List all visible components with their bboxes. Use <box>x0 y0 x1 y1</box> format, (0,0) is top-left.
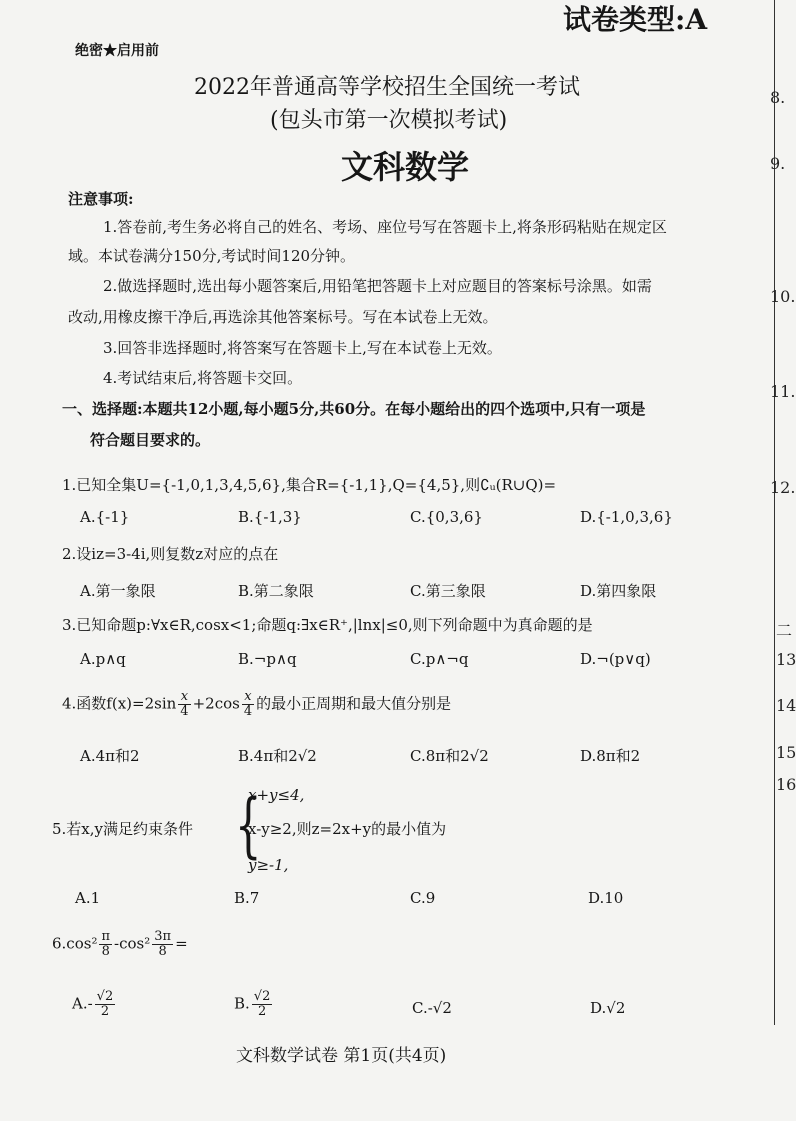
q4-stem <box>62 690 451 719</box>
q6-frac1-den: 8 <box>101 944 110 959</box>
edge-label-16: 16 <box>776 775 796 794</box>
q6-stem-pre: 6.cos² <box>52 934 98 953</box>
q2-stem: 2.设iz=3-4i,则复数z对应的点在 <box>62 545 279 563</box>
q6-b-den: 2 <box>257 1004 267 1019</box>
note-1a: 1.答卷前,考生务必将自己的姓名、考场、座位号写在答题卡上,将条形码粘贴在规定区 <box>103 218 667 236</box>
q5-constraint-1: x+y≤4, <box>248 786 305 804</box>
q4-stem-pre: 4.函数f(x)=2sin <box>62 694 177 713</box>
edge-label-12: 12. <box>770 478 796 497</box>
q4-frac1-num: x <box>178 690 190 705</box>
q6-a-fraction <box>95 990 116 1019</box>
q4-option-d: D.8π和2 <box>580 747 641 765</box>
q6-stem-post: = <box>175 934 188 953</box>
section1-line1: 一、选择题:本题共12小题,每小题5分,共60分。在每小题给出的四个选项中,只有一项是 <box>62 400 646 418</box>
page-title: 文科数学 <box>341 148 470 186</box>
q6-a-prefix: A.- <box>72 994 93 1013</box>
q2-option-b: B.第二象限 <box>238 582 314 600</box>
q6-a-den: 2 <box>100 1004 110 1019</box>
q1-stem: 1.已知全集U={-1,0,1,3,4,5,6},集合R={-1,1},Q={4,5},则∁ᵤ(R∪Q)= <box>62 476 557 494</box>
q4-frac2-num: x <box>242 690 254 705</box>
q3-option-b: B.¬p∧q <box>238 650 297 668</box>
q6-fraction-1 <box>99 930 112 959</box>
q6-frac2-num: 3π <box>154 929 172 944</box>
q2-option-c: C.第三象限 <box>410 582 486 600</box>
q6-b-num: √2 <box>253 989 271 1004</box>
q1-option-a: A.{-1} <box>80 508 130 526</box>
note-2b: 改动,用橡皮擦干净后,再选涂其他答案标号。写在本试卷上无效。 <box>68 308 498 326</box>
q6-fraction-2 <box>152 930 173 959</box>
q5-constraint-3: y≥-1, <box>248 856 289 874</box>
q4-fraction-1 <box>178 690 190 719</box>
section1-line2: 符合题目要求的。 <box>90 431 211 449</box>
q5-option-d: D.10 <box>588 889 624 907</box>
title-line1: 2022年普通高等学校招生全国统一考试 <box>194 75 580 100</box>
secret-label: 绝密★启用前 <box>75 43 159 59</box>
q5-constraint-2: x-y≥2,则z=2x+y的最小值为 <box>248 820 447 838</box>
q6-frac2-den: 8 <box>158 944 167 959</box>
q4-frac2-den: 4 <box>243 704 253 719</box>
q6-option-d: D.√2 <box>590 999 626 1017</box>
edge-label-10: 10. <box>770 287 796 306</box>
q3-stem: 3.已知命题p:∀x∈R,cosx<1;命题q:∃x∈R⁺,|lnx|≤0,则下列命题中为真命题的是 <box>62 616 593 634</box>
q2-option-a: A.第一象限 <box>80 582 156 600</box>
q6-stem <box>52 930 188 959</box>
q5-option-b: B.7 <box>234 889 260 907</box>
note-3: 3.回答非选择题时,将答案写在答题卡上,写在本试卷上无效。 <box>103 339 502 357</box>
note-1b: 域。本试卷满分150分,考试时间120分钟。 <box>68 247 356 265</box>
note-2a: 2.做选择题时,选出每小题答案后,用铅笔把答题卡上对应题目的答案标号涂黑。如需 <box>103 277 652 295</box>
q4-option-a: A.4π和2 <box>80 747 140 765</box>
q6-option-c: C.-√2 <box>412 999 452 1017</box>
edge-label-15: 15 <box>776 743 796 762</box>
q1-option-c: C.{0,3,6} <box>410 508 483 526</box>
q6-frac1-num: π <box>101 929 111 944</box>
edge-label-14: 14 <box>776 696 796 715</box>
q3-option-d: D.¬(p∨q) <box>580 650 651 668</box>
q6-option-a <box>72 990 117 1019</box>
q5-stem: 5.若x,y满足约束条件 <box>52 820 194 838</box>
q1-option-d: D.{-1,0,3,6} <box>580 508 673 526</box>
q5-option-a: A.1 <box>75 889 101 907</box>
q6-stem-mid: -cos² <box>114 934 151 953</box>
q5-brace: { <box>234 784 262 866</box>
edge-label-13: 13 <box>776 650 796 669</box>
q4-option-b: B.4π和2√2 <box>238 747 317 765</box>
exam-type-label: 试卷类型:A <box>563 3 708 36</box>
notes-heading: 注意事项: <box>68 190 134 208</box>
edge-label-8: 8. <box>770 88 786 107</box>
q4-stem-mid: +2cos <box>192 694 240 713</box>
q4-frac1-den: 4 <box>180 704 189 719</box>
q6-b-fraction <box>252 990 273 1019</box>
q5-option-c: C.9 <box>410 889 436 907</box>
q3-option-c: C.p∧¬q <box>410 650 469 668</box>
q6-a-num: √2 <box>96 989 114 1004</box>
edge-label-section: 二 <box>776 621 793 640</box>
edge-label-9: 9. <box>770 154 786 173</box>
q3-option-a: A.p∧q <box>80 650 126 668</box>
q4-fraction-2 <box>242 690 254 719</box>
page-footer: 文科数学试卷 第1页(共4页) <box>236 1046 447 1066</box>
edge-label-11: 11. <box>770 382 796 401</box>
q2-option-d: D.第四象限 <box>580 582 657 600</box>
q1-option-b: B.{-1,3} <box>238 508 302 526</box>
note-4: 4.考试结束后,将答题卡交回。 <box>103 369 303 387</box>
q4-option-c: C.8π和2√2 <box>410 747 489 765</box>
q6-b-prefix: B. <box>234 994 250 1013</box>
title-line2: (包头市第一次模拟考试) <box>270 108 508 133</box>
q6-option-b <box>234 990 274 1019</box>
q4-stem-post: 的最小正周期和最大值分别是 <box>256 694 452 713</box>
